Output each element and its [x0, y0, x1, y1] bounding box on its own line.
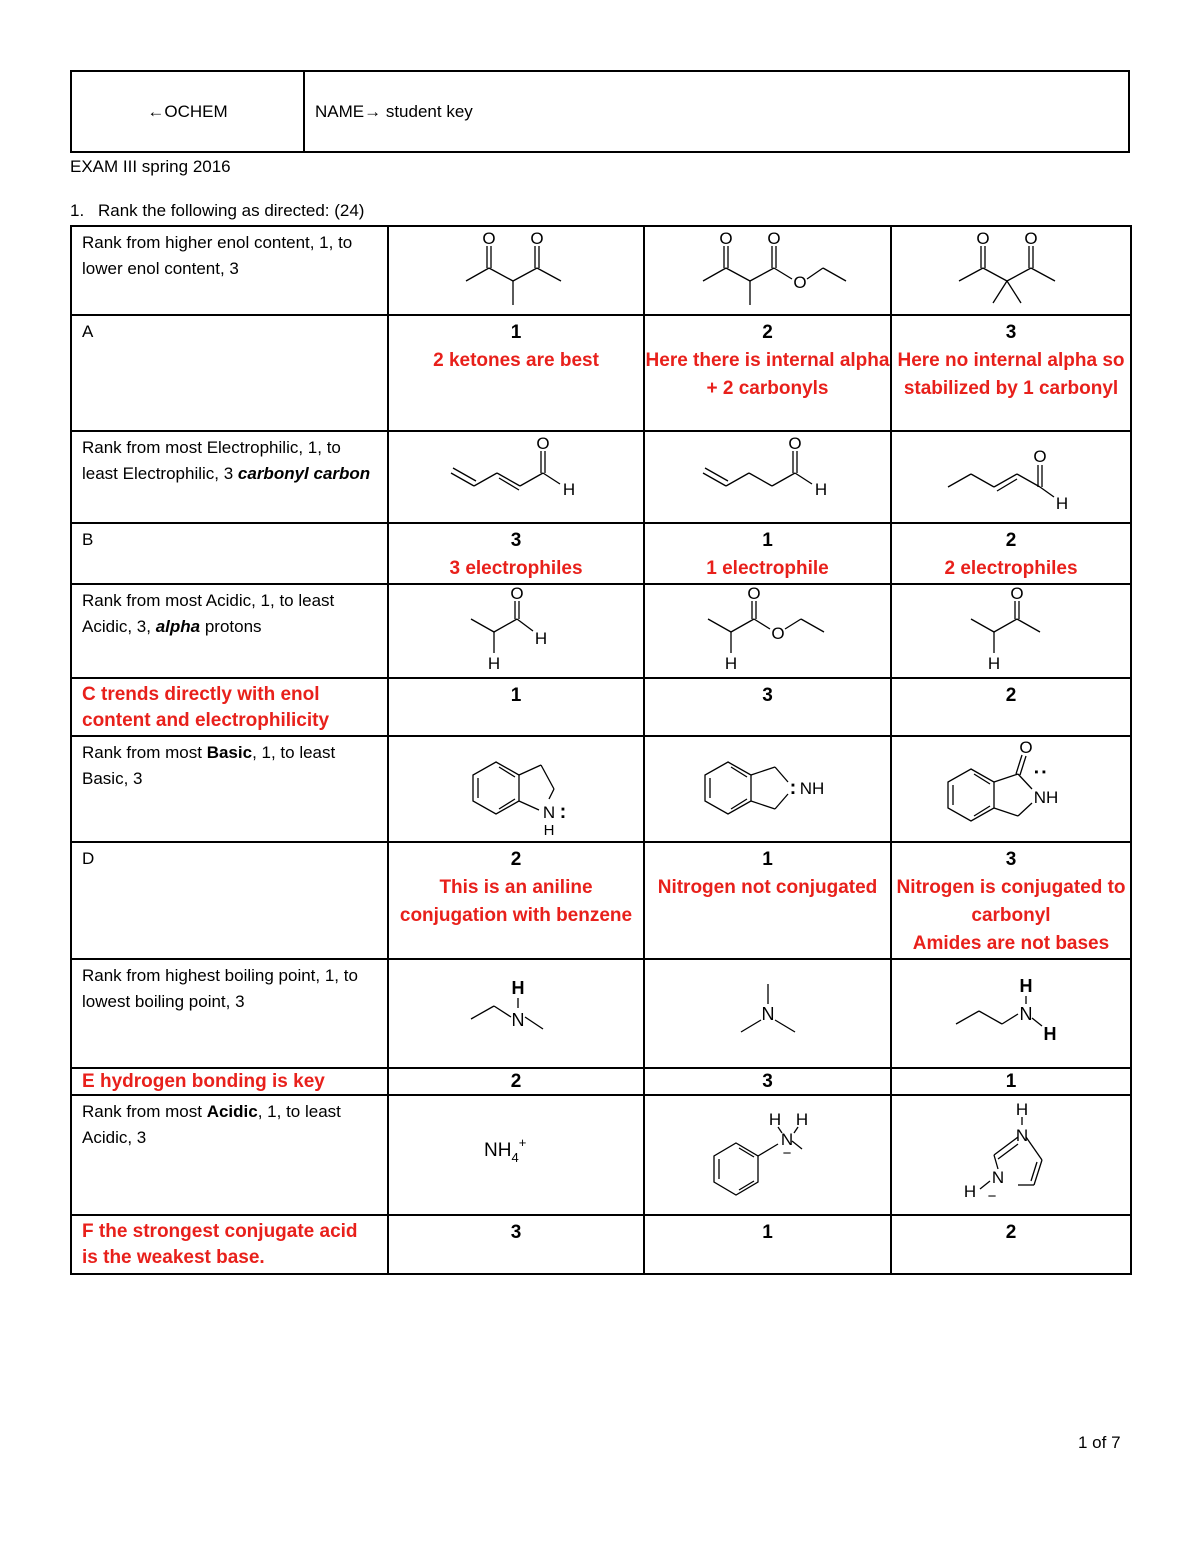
rank-value: 1 — [762, 530, 773, 551]
rank-value: 3 — [388, 1215, 644, 1274]
lone-pair: : — [789, 776, 796, 799]
atom-n: N — [511, 1009, 525, 1030]
atom-o: O — [718, 228, 733, 248]
atom-n: N — [1019, 1003, 1033, 1024]
question-text: protons — [200, 617, 262, 636]
molecule-diketone — [388, 226, 644, 315]
rank-value: 2 — [388, 1068, 644, 1095]
question-emphasis: carbonyl carbon — [237, 464, 371, 483]
atom-o: O — [530, 228, 544, 248]
molecule-pentenal — [644, 431, 891, 523]
atom-h: H — [534, 628, 548, 648]
rank-value: 3 — [1005, 849, 1017, 870]
explanation: Nitrogen is conjugated to carbonyl — [896, 877, 1126, 926]
table-row — [71, 959, 1131, 1068]
question-text: , 1, to least Basic, 3 — [82, 743, 336, 788]
explanation: 2 electrophiles — [944, 558, 1078, 579]
atom-o: O — [1024, 228, 1038, 248]
molecule-propanal — [388, 584, 644, 678]
question-text: , 1, to least Acidic, 3 — [82, 1102, 341, 1147]
ammonium-charge: + — [518, 1135, 527, 1150]
molecule-butanone — [891, 584, 1131, 678]
question-text: Rank the following as directed: (24) — [98, 201, 365, 220]
atom-o: O — [787, 434, 802, 453]
atom-o: O — [766, 228, 781, 248]
question-acidic-alpha — [71, 584, 388, 678]
explanation: Here no internal alpha so stabilized by 1 carbonyl — [897, 350, 1125, 399]
ammonium-nh: NH — [484, 1140, 512, 1161]
answer-cell — [644, 523, 891, 584]
table-row — [71, 678, 1131, 736]
atom-n: N — [780, 1130, 793, 1149]
explanation: 1 electrophile — [706, 558, 829, 579]
question-number: 1. — [70, 201, 85, 220]
rank-value: 1 — [388, 678, 644, 736]
row-letter: E — [82, 1071, 95, 1092]
table-row — [71, 1068, 1131, 1095]
explanation: Nitrogen not conjugated — [657, 877, 878, 898]
atom-o: O — [770, 623, 785, 643]
lone-pair: : — [559, 800, 567, 823]
atom-n: N — [991, 1168, 1005, 1187]
ranking-table — [70, 225, 1132, 1275]
table-row — [71, 584, 1131, 678]
molecule-pentenal-conjugated — [891, 431, 1131, 523]
molecule-methylanilinium — [644, 1095, 891, 1215]
question-text: Rank from most — [82, 1102, 207, 1121]
answer-cell — [891, 523, 1131, 584]
explanation-extra: Amides are not bases — [912, 933, 1110, 954]
rank-value: 1 — [891, 1068, 1131, 1095]
atom-h: H — [562, 480, 576, 499]
atom-o: O — [482, 228, 496, 248]
molecule-ammonium — [388, 1095, 644, 1215]
molecule-isoindolinone — [891, 736, 1131, 842]
atom-h: H — [724, 653, 737, 673]
ammonium-formula — [484, 1135, 526, 1165]
rank-value: 2 — [762, 322, 773, 343]
explanation: 2 ketones are best — [433, 350, 599, 371]
table-row — [71, 736, 1131, 842]
answer-cell — [388, 842, 644, 959]
atom-o: O — [1033, 447, 1047, 466]
atom-o: O — [510, 583, 524, 603]
table-row — [71, 431, 1131, 523]
table-row — [71, 523, 1131, 584]
atom-h: H — [1015, 1100, 1029, 1119]
question-boiling-point: Rank from highest boiling point, 1, to lowest boiling point, 3 — [71, 959, 388, 1068]
question-acidic — [71, 1095, 388, 1215]
molecule-isoindoline — [644, 736, 891, 842]
row-note: the strongest conjugate acid is the weakest base. — [82, 1221, 358, 1268]
molecule-ethylmethylamine — [388, 959, 644, 1068]
question-text: Rank from most — [82, 743, 207, 762]
explanation: 3 electrophiles — [449, 558, 583, 579]
question-basic — [71, 736, 388, 842]
rank-value: 3 — [644, 1068, 891, 1095]
explanation: This is an aniline conjugation with benzene — [399, 877, 633, 926]
atom-h: H — [1019, 975, 1033, 996]
atom-o: O — [1019, 738, 1033, 757]
rank-value: 2 — [891, 678, 1131, 736]
atom-nh: NH — [799, 778, 824, 798]
atom-o: O — [746, 583, 761, 603]
rank-value: 3 — [510, 530, 522, 551]
atom-n: N — [1015, 1126, 1029, 1145]
row-label-c — [71, 678, 388, 736]
molecule-dimethyl-diketone — [891, 226, 1131, 315]
ammonium-subscript: 4 — [511, 1150, 519, 1165]
rank-value: 1 — [510, 322, 522, 343]
molecule-dienal — [388, 431, 644, 523]
atom-h: H — [987, 653, 1001, 673]
question-electrophilic — [71, 431, 388, 523]
molecule-trimethylamine — [644, 959, 891, 1068]
explanation: Here there is internal alpha + 2 carbonyls — [645, 350, 890, 399]
lone-pair: : — [1030, 768, 1052, 776]
answer-cell — [644, 842, 891, 959]
atom-nh: NH — [1033, 788, 1059, 807]
atom-h: H — [511, 977, 525, 998]
row-note: trends directly with enol content and electrophilicity — [82, 684, 330, 731]
answer-cell — [388, 523, 644, 584]
atom-h: H — [795, 1110, 808, 1129]
atom-o: O — [1010, 583, 1024, 603]
molecule-ethyl-propanoate — [644, 584, 891, 678]
atom-n: N — [542, 802, 556, 822]
row-label-f — [71, 1215, 388, 1274]
table-row — [71, 315, 1131, 431]
header-table — [70, 70, 1130, 153]
question-enol: Rank from higher enol content, 1, to lower enol content, 3 — [71, 226, 388, 315]
row-letter: F — [82, 1221, 94, 1242]
charge-sign: − — [987, 1188, 997, 1205]
row-label-d: D — [71, 842, 388, 959]
molecule-propylamine — [891, 959, 1131, 1068]
question-text: Rank from most Acidic, 1, to least Acidic, 3, — [82, 591, 335, 636]
table-row — [71, 226, 1131, 315]
question-title — [70, 201, 364, 221]
row-label-e — [71, 1068, 388, 1095]
atom-h: H — [487, 653, 501, 673]
rank-value: 2 — [1005, 530, 1017, 551]
rank-value: 2 — [891, 1215, 1131, 1274]
table-row — [71, 842, 1131, 959]
table-row — [71, 1095, 1131, 1215]
answer-cell — [891, 842, 1131, 959]
row-label-b: B — [71, 523, 388, 584]
question-text: Rank from most Electrophilic, 1, to least Electrophilic, 3 — [82, 438, 341, 483]
rank-value: 3 — [644, 678, 891, 736]
row-label-a: A — [71, 315, 388, 431]
page-number: 1 of 7 — [1078, 1433, 1121, 1452]
name-field: NAME→ student key — [304, 71, 1129, 152]
charge-sign: − — [782, 1145, 791, 1162]
atom-h: H — [768, 1110, 781, 1129]
atom-n: N — [761, 1003, 774, 1024]
answer-cell — [388, 315, 644, 431]
question-emphasis: Acidic — [206, 1102, 258, 1121]
atom-o: O — [792, 272, 807, 292]
exam-title: EXAM III spring 2016 — [70, 157, 231, 176]
rank-value: 3 — [1005, 322, 1017, 343]
atom-h: H — [543, 821, 555, 839]
rank-value: 2 — [510, 849, 522, 870]
atom-h: H — [1043, 1023, 1057, 1044]
row-note: hydrogen bonding is key — [94, 1071, 325, 1092]
course-label: ←OCHEM — [71, 71, 304, 152]
question-emphasis: Basic — [206, 743, 253, 762]
answer-cell — [644, 315, 891, 431]
molecule-ketoester — [644, 226, 891, 315]
row-letter: C — [82, 684, 96, 705]
rank-value: 1 — [762, 849, 773, 870]
atom-h: H — [814, 480, 827, 499]
atom-o: O — [536, 434, 550, 453]
atom-h: H — [963, 1182, 977, 1201]
atom-o: O — [976, 228, 990, 248]
rank-value: 1 — [644, 1215, 891, 1274]
molecule-indoline — [388, 736, 644, 842]
question-emphasis: alpha — [155, 617, 201, 636]
atom-h: H — [1055, 494, 1069, 513]
table-row — [71, 1215, 1131, 1274]
molecule-imidazolium — [891, 1095, 1131, 1215]
answer-cell — [891, 315, 1131, 431]
